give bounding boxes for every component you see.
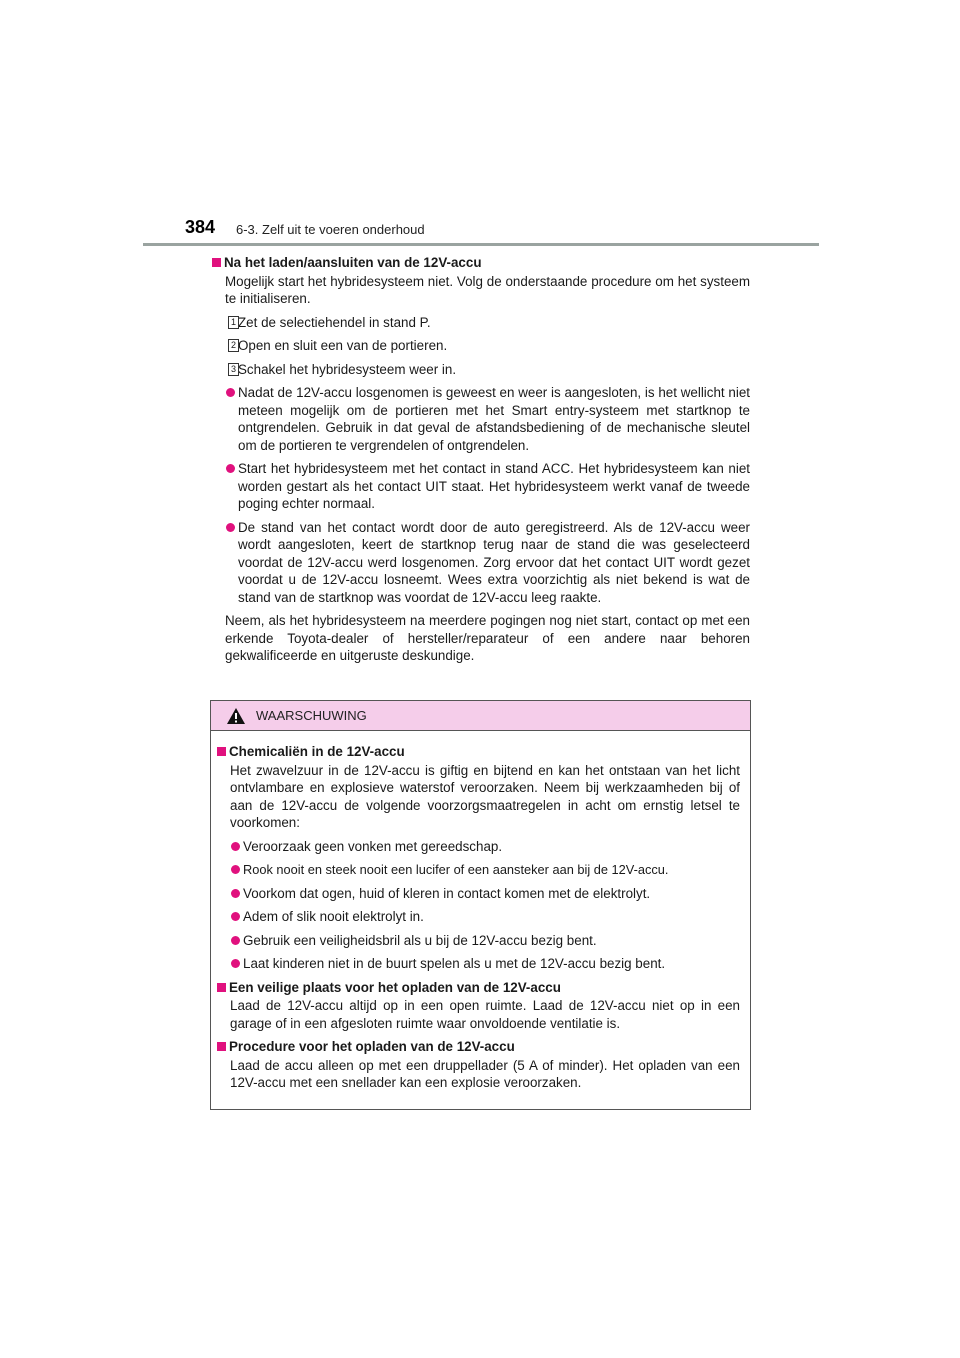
warning-bullet (230, 861, 740, 879)
square-bullet-icon (217, 983, 226, 992)
warning-paragraph: Laad de accu alleen op met een druppellader (5 A of minder). Het opladen van een 12V-accu met een snellader kan een explosie veroorzaken. (230, 1057, 740, 1090)
header-divider (143, 243, 819, 246)
note-bullet (225, 384, 750, 454)
warning-body (211, 731, 750, 1092)
note-bullet (225, 519, 750, 607)
round-bullet-icon (226, 388, 235, 397)
warning-section-heading (215, 743, 740, 761)
warning-section-heading (215, 979, 740, 997)
note-bullet (225, 460, 750, 513)
round-bullet-icon (231, 842, 240, 851)
warning-title: WAARSCHUWING (256, 708, 367, 723)
intro-paragraph: Mogelijk start het hybridesysteem niet. Volg de onderstaande procedure om het systeem te initialiseren. (225, 273, 750, 306)
closing-paragraph: Neem, als het hybridesysteem na meerdere pogingen nog niet start, contact op met een erkende Toyota-dealer of hersteller/reparateur of een andere naar behoren gekwalificeerde en uitgeruste deskundige. (225, 613, 750, 663)
step-item (225, 314, 750, 332)
step-text: Open en sluit een van de portieren. (238, 338, 448, 353)
warning-bullet-text: Gebruik een veiligheidsbril als u bij de 12V-accu bezig bent. (243, 932, 597, 948)
heading-text: Chemicaliën in de 12V-accu (229, 744, 405, 759)
warning-bullet (230, 885, 740, 903)
step-text: Schakel het hybridesysteem weer in. (238, 361, 457, 377)
heading-text: Een veilige plaats voor het opladen van de 12V-accu (229, 979, 561, 995)
note-text: De stand van het contact wordt door de auto geregistreerd. Als de 12V-accu weer wordt aangesloten, keert de startknop terug naar de stand die was geselecteerd voordat de 12V-accu werd losgenomen. Zorg ervoor dat het contact UIT wordt gezet voordat u de 12V-accu losneemt. Wees extra voorzichtig als niet bekend is wat de stand van de startknop was voordat de 12V-accu leeg raakte. (238, 519, 750, 605)
step-item (225, 337, 750, 355)
warning-box (210, 700, 751, 1110)
round-bullet-icon (231, 889, 240, 898)
warning-section (215, 979, 740, 1033)
section-title: 6-3. Zelf uit te voeren onderhoud (236, 222, 425, 237)
warning-bullet-text: Veroorzaak geen vonken met gereedschap. (243, 838, 503, 854)
warning-paragraph: Het zwavelzuur in de 12V-accu is giftig en bijtend en kan het ontstaan van het licht ontvlambare en explosieve waterstof veroorzaken. Neem bij werkzaamheden bij of aan de 12V-accu de volgende voorzorgsmaatregelen in acht om ernstig letsel te voorkomen: (230, 762, 740, 830)
step-number-badge: 2 (228, 339, 239, 352)
round-bullet-icon (231, 865, 240, 874)
warning-section (215, 1038, 740, 1092)
heading-text: Na het laden/aansluiten van de 12V-accu (224, 255, 482, 270)
warning-bullet-text: Voorkom dat ogen, huid of kleren in contact komen met de elektrolyt. (243, 885, 651, 901)
warning-section-heading (215, 1038, 740, 1056)
heading-text: Procedure voor het opladen van de 12V-accu (229, 1039, 515, 1054)
step-number-badge: 3 (228, 363, 239, 376)
square-bullet-icon (217, 747, 226, 756)
round-bullet-icon (226, 464, 235, 473)
round-bullet-icon (226, 523, 235, 532)
note-text: Start het hybridesysteem met het contact in stand ACC. Het hybridesysteem kan niet worden gestart als het contact UIT staat. Het hybridesysteem werkt vanaf de tweede poging echter normaal. (238, 461, 750, 511)
warning-bullet-text: Rook nooit en steek nooit een lucifer of een aansteker aan bij de 12V-accu. (243, 862, 669, 877)
warning-bullet (230, 908, 740, 926)
step-item (225, 361, 750, 379)
section-heading (210, 254, 750, 272)
warning-bullet (230, 955, 740, 973)
warning-header (211, 701, 750, 731)
note-text: Nadat de 12V-accu losgenomen is geweest en weer is aangesloten, is het wellicht niet meteen mogelijk om de portieren met het Smart entry-systeem met startknop te ontgrendelen. Gebruik in dat geval de afstandsbediening of de mechanische sleutel om de portieren te vergrendelen of ontgrendelen. (238, 385, 750, 453)
page-number: 384 (185, 217, 216, 237)
warning-triangle-icon (226, 707, 246, 725)
step-number-badge: 1 (228, 316, 239, 329)
square-bullet-icon (217, 1042, 226, 1051)
warning-bullet (230, 932, 740, 950)
round-bullet-icon (231, 912, 240, 921)
square-bullet-icon (212, 258, 221, 267)
round-bullet-icon (231, 959, 240, 968)
warning-bullet-text: Laat kinderen niet in de buurt spelen als u met de 12V-accu bezig bent. (243, 956, 666, 971)
warning-bullet-text: Adem of slik nooit elektrolyt in. (243, 909, 424, 924)
main-content (210, 254, 750, 665)
round-bullet-icon (231, 936, 240, 945)
step-text: Zet de selectiehendel in stand P. (238, 314, 431, 330)
warning-paragraph: Laad de 12V-accu altijd op in een open ruimte. Laad de 12V-accu niet op in een garage of in een afgesloten ruimte waar onvoldoende ventilatie is. (230, 998, 740, 1031)
warning-bullet (230, 838, 740, 856)
warning-section (215, 743, 740, 973)
